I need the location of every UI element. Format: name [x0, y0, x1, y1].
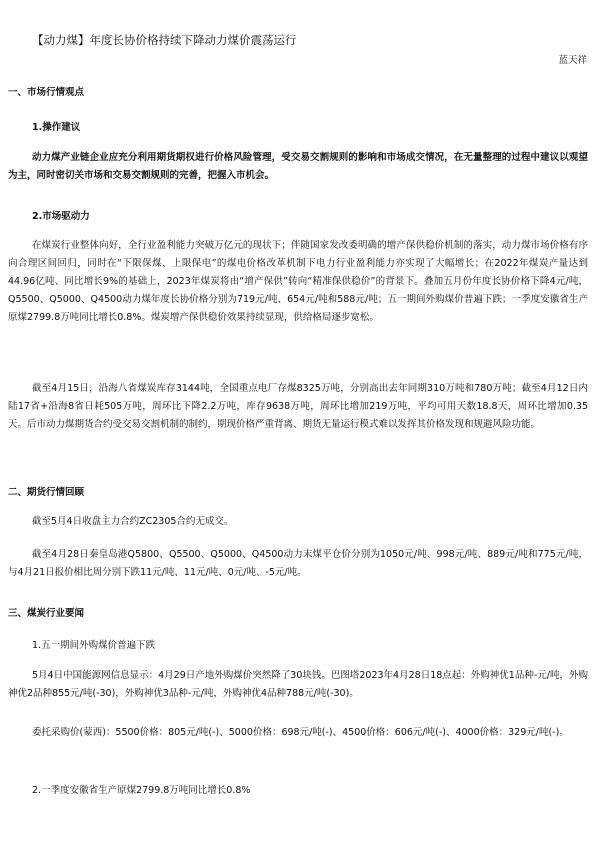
document-title: 【动力煤】年度长协价格持续下降动力煤价震荡运行 — [32, 33, 297, 47]
futures-review-paragraph-2: 截至4月28日秦皇岛港Q5800、Q5500、Q5000、Q4500动力末煤平仓价分别为1050元/吨、998元/吨、889元/吨和775元/吨，与4月21日报价相比周分别下跌11元/吨、11元/吨、0元/吨、-5元/吨。 — [8, 549, 588, 578]
section-heading-industry-news: 三、煤炭行业要闻 — [8, 608, 85, 619]
market-drivers-paragraph-1: 在煤炭行业整体向好，全行业盈利能力突破万亿元的现状下；伴随国家发改委明确的增产保供稳价机制的落实，动力煤市场价格有序向合理区间回归，同时在“下限保煤、上限保电”的煤电价格改革机制下电力行业盈利能力亦实现了大幅增长；在2022年煤炭产量达到44.96亿吨、同比增长9%的基础上，2023年煤炭将由“增产保供”转向“精准保供稳价”的背景下。叠加五月份年度长协价格下降4元/吨，Q5500、Q5000、Q4500动力煤年度长协价格分别为719元/吨、654元/吨和588元/吨；五一期间外购煤价普遍下跌；一季度安徽省生产原煤2799.8万吨同比增长0.8%。煤炭增产保供稳价效果持续显现，供给格局逐步宽松。 — [8, 240, 588, 323]
news-item-2-title: 2.一季度安徽省生产原煤2799.8万吨同比增长0.8% — [32, 785, 251, 796]
futures-review-paragraph-1: 截至5月4日收盘主力合约ZC2305合约无成交。 — [32, 516, 234, 527]
operation-advice-paragraph: 动力煤产业链企业应充分利用期货期权进行价格风险管理，受交易交割规则的影响和市场成交情况，在无量整理的过程中建议以观望为主，同时密切关市场和交易交割规则的完善，把握入市机会。 — [8, 152, 588, 181]
section-heading-market-view: 一、市场行情观点 — [8, 87, 85, 98]
document-author: 蓝天祥 — [558, 55, 587, 66]
news-item-1-paragraph-2: 委托采购价(蒙西)：5500价格：805元/吨(-)、5000价格：698元/吨(-)、4500价格：606元/吨(-)、4000价格：329元/吨(-)。 — [32, 727, 569, 738]
news-item-1-paragraph-1: 5月4日中国能源网信息显示：4月29日产地外购煤价突然降了30块钱。巴图塔2023年4月28日18点起：外购神优1品种-元/吨，外购神优2品种855元/吨(-30)，外购神优3品种-元/吨，外购神优4品种788元/吨(-30)。 — [8, 670, 588, 699]
subsection-heading-operation-advice: 1.操作建议 — [32, 122, 81, 133]
news-item-1-title: 1.五一期间外购煤价普遍下跌 — [32, 640, 156, 651]
market-drivers-paragraph-2: 截至4月15日，沿海八省煤炭库存3144吨，全国重点电厂存煤8325万吨，分别高出去年同期310万吨和780万吨；截至4月12日内陆17省+沿海8省日耗505万吨，周环比下降2.2万吨，库存9638万吨，周环比增加219万吨，平均可用天数18.8天，周环比增加0.35天。后市动力煤期货合约受交易交割机制的制约，期现价格严重背离、期货无量运行模式难以发挥其价格发现和规避风险功能。 — [8, 383, 588, 430]
subsection-heading-market-drivers: 2.市场驱动力 — [32, 211, 90, 222]
section-heading-futures-review: 二、期货行情回顾 — [8, 487, 85, 498]
